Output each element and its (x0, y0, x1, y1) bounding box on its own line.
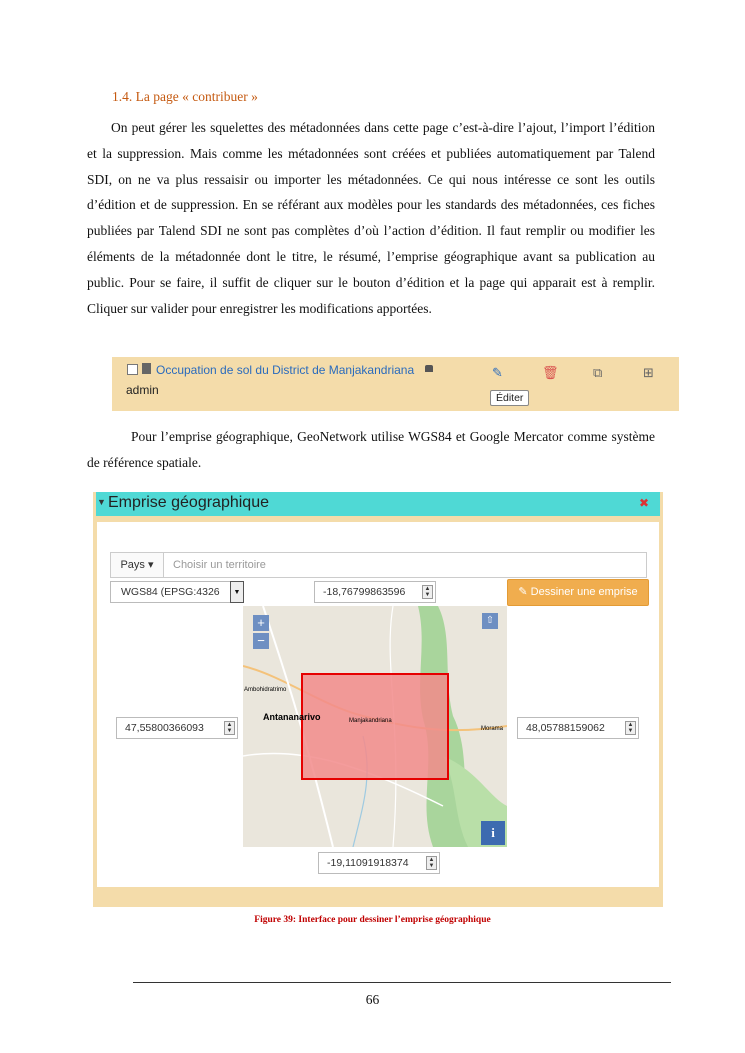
lock-icon (425, 365, 433, 372)
west-coordinate-input[interactable] (116, 717, 238, 739)
territory-selector (110, 552, 647, 578)
metadata-title-link[interactable]: Occupation de sol du District de Manjakandriana (156, 363, 415, 377)
east-value: 48,05788159062 (526, 722, 605, 734)
edit-tooltip: Éditer (490, 390, 529, 406)
map-label-ambohidratrimo: Ambohidratrimo (244, 687, 287, 693)
extent-rectangle[interactable] (302, 674, 448, 779)
close-icon[interactable]: ✖ (639, 496, 650, 510)
metadata-row-screenshot (112, 357, 679, 411)
draw-extent-button[interactable]: ✎ Dessiner une emprise (507, 579, 649, 606)
map-label-manjakandriana: Manjakandriana (349, 718, 392, 724)
spinner-icon[interactable]: ▲ ▼ (422, 585, 433, 599)
chevron-down-icon[interactable]: ▼ (230, 581, 244, 603)
zoom-out-button[interactable]: − (253, 633, 269, 649)
body-paragraph: On peut gérer les squelettes des métadonnées dans cette page c’est-à-dire l’ajout, l’import l’édition et la suppression. Mais comme les métadonnées sont créées et publiées automatiquement par Talend SDI, on ne va plus ressaisir ou importer les métadonnées. Ce qui nous intéresse ce sont les outils d’édition et de suppression. En se référant aux modèles pour les standards des métadonnées, ces fiches publiées par Talend SDI ne sont pas complètes d’où l’action d’édition. Il faut remplir ou modifier les éléments de la métadonnée dont le titre, le résumé, l’emprise géographique avant sa publication au public. Pour se faire, il suffit de cliquer sur le bouton d’édition et la page qui apparait est à remplir. Cliquer sur valider pour enregistrer les modifications apportées. (87, 120, 655, 316)
select-checkbox[interactable] (127, 364, 138, 375)
map-label-antananarivo: Antananarivo (263, 712, 321, 722)
collapse-caret-icon[interactable]: ▼ (97, 497, 106, 507)
west-value: 47,55800366093 (125, 722, 204, 734)
pencil-icon[interactable]: ✎ (492, 365, 503, 380)
bbox-title: Emprise géographique (108, 494, 269, 511)
page-number: 66 (365, 992, 380, 1007)
north-arrow-icon[interactable]: ⇧ (482, 613, 498, 629)
info-icon[interactable]: i (481, 821, 505, 845)
map-label-moramanga: Morama (481, 726, 504, 732)
owner-label: admin (126, 383, 159, 397)
copy-icon[interactable]: ⧉ (593, 365, 603, 380)
north-value: -18,76799863596 (323, 586, 406, 598)
spinner-icon[interactable]: ▲ ▼ (625, 721, 636, 735)
south-value: -19,11091918374 (327, 857, 409, 869)
east-coordinate-input[interactable] (517, 717, 639, 739)
map-view[interactable] (243, 606, 507, 847)
figure-caption: Figure 39: Interface pour dessiner l’emprise géographique (254, 915, 491, 925)
footer-divider (133, 982, 671, 983)
crs-select[interactable] (110, 581, 244, 603)
section-heading: 1.4. La page « contribuer » (112, 89, 258, 104)
hierarchy-icon[interactable]: ⊞ (643, 365, 654, 380)
zoom-in-button[interactable]: + (253, 615, 269, 631)
territory-input[interactable]: Choisir un territoire (173, 559, 266, 571)
south-coordinate-input[interactable] (318, 852, 440, 874)
body-paragraph: Pour l’emprise géographique, GeoNetwork utilise WGS84 et Google Mercator comme système de référence spatiale. (87, 429, 655, 470)
north-coordinate-input[interactable] (314, 581, 436, 603)
trash-icon[interactable]: 🗑 (542, 365, 559, 380)
document-icon (142, 363, 151, 374)
pays-dropdown-button[interactable]: Pays ▾ (111, 553, 164, 577)
spinner-icon[interactable]: ▲ ▼ (426, 856, 437, 870)
spinner-icon[interactable]: ▲ ▼ (224, 721, 235, 735)
crs-value: WGS84 (EPSG:4326 (121, 586, 220, 598)
